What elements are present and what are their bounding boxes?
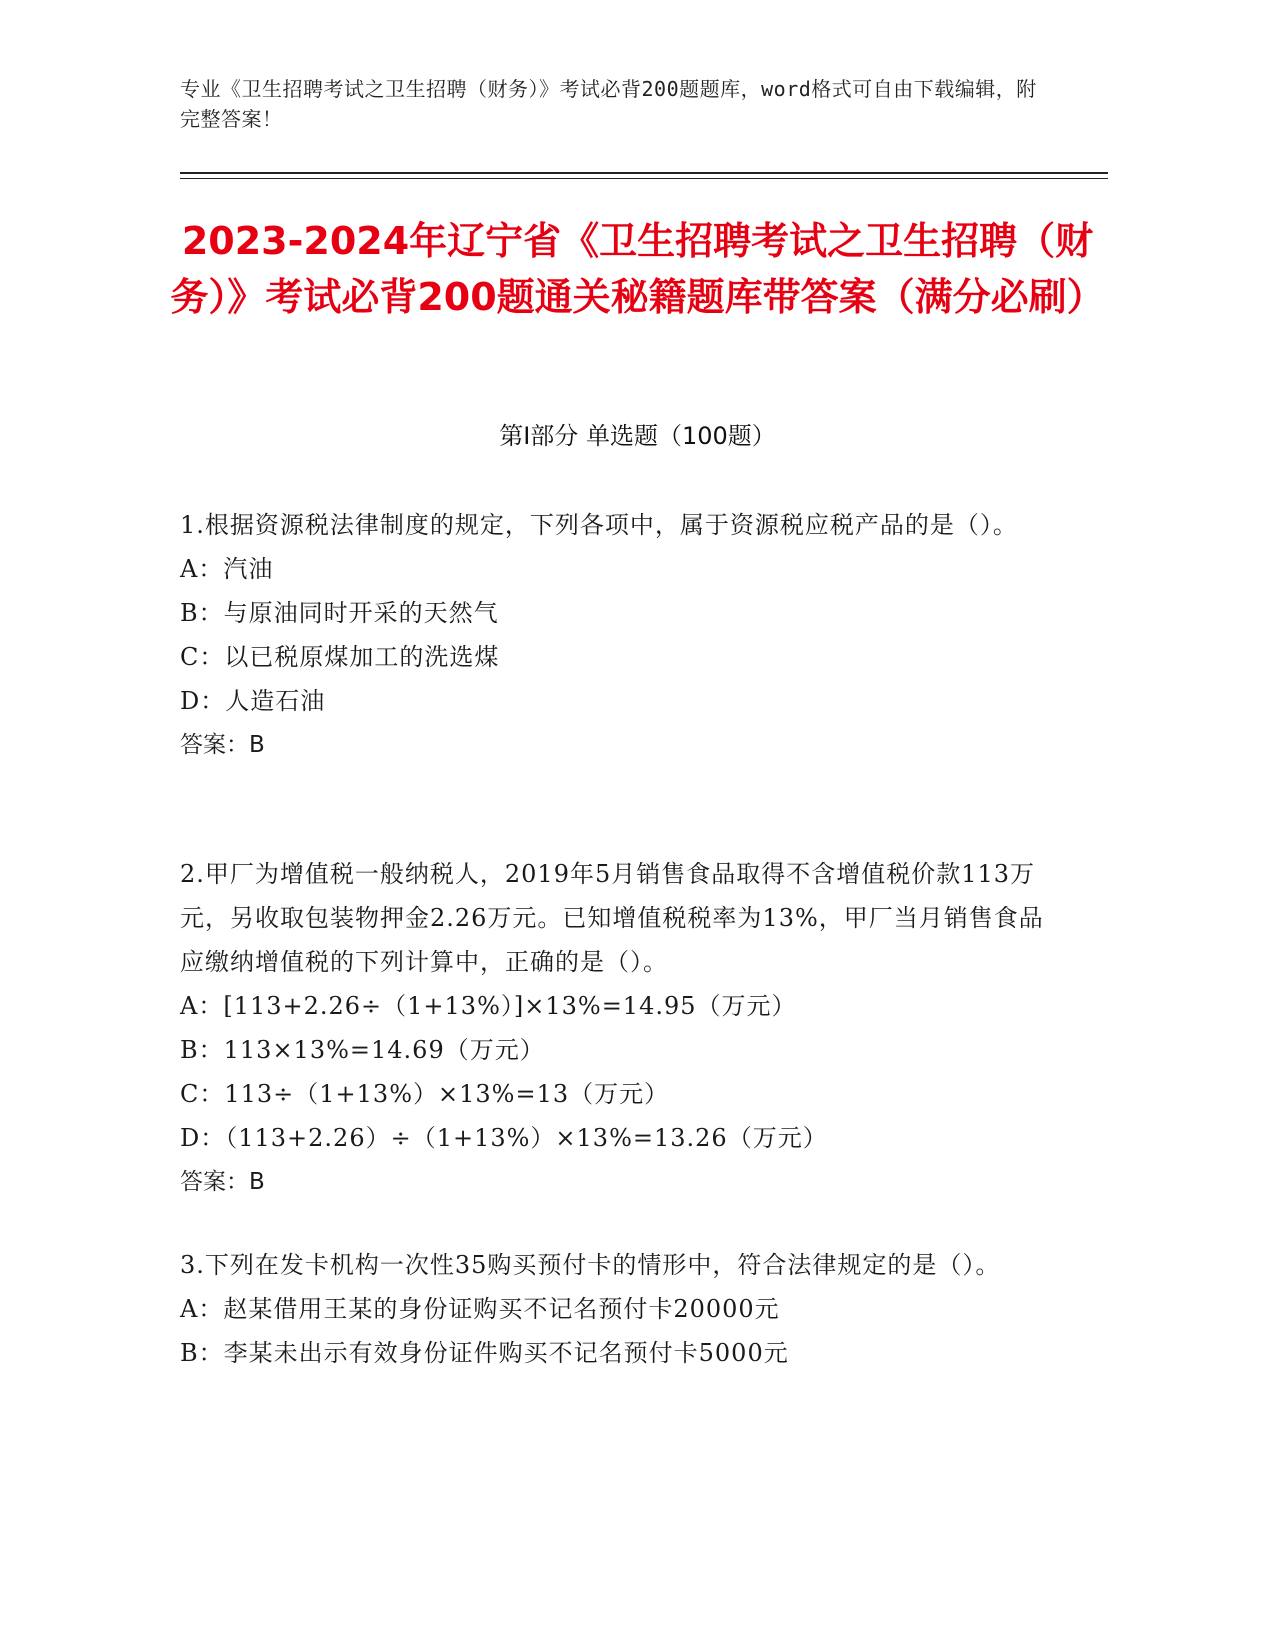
- option-d: D：（113+2.26）÷（1+13%）×13%=13.26（万元）: [180, 1124, 828, 1152]
- option-a: A：汽油: [180, 555, 274, 583]
- document-title: 2023-2024年辽宁省《卫生招聘考试之卫生招聘（财务）》考试必背200题通关秘籍题库带答案（满分必刷）: [170, 219, 1105, 319]
- option-b: B：李某未出示有效身份证件购买不记名预付卡5000元: [180, 1339, 789, 1367]
- question-1: [180, 503, 1050, 767]
- option-c: C：以已税原煤加工的洗选煤: [180, 643, 500, 671]
- section-title: 第Ⅰ部分 单选题（100题）: [499, 422, 776, 450]
- question-stem: 3.下列在发卡机构一次性35购买预付卡的情形中，符合法律规定的是（）。: [180, 1251, 1001, 1279]
- option-b: B：113×13%=14.69（万元）: [180, 1036, 545, 1064]
- header-divider: [180, 172, 1108, 174]
- option-c: C：113÷（1+13%）×13%=13（万元）: [180, 1080, 670, 1108]
- option-d: D：人造石油: [180, 687, 326, 715]
- header-divider-thin: [180, 178, 1108, 179]
- header-note: 专业《卫生招聘考试之卫生招聘（财务）》考试必背200题题库，word格式可自由下载编辑，附完整答案！: [180, 77, 1037, 131]
- question-stem: 2.甲厂为增值税一般纳税人，2019年5月销售食品取得不含增值税价款113万元，另收取包装物押金2.26万元。已知增值税税率为13%，甲厂当月销售食品应缴纳增值税的下列计算中，正确的是（）。: [180, 860, 1044, 976]
- answer: 答案：B: [180, 1169, 265, 1195]
- question-3: [180, 1243, 1050, 1375]
- option-a: A：赵某借用王某的身份证购买不记名预付卡20000元: [180, 1295, 780, 1323]
- option-b: B：与原油同时开采的天然气: [180, 599, 499, 627]
- option-a: A：[113+2.26÷（1+13%）]×13%=14.95（万元）: [180, 992, 797, 1020]
- question-stem: 1.根据资源税法律制度的规定，下列各项中，属于资源税应税产品的是（）。: [180, 511, 1018, 539]
- answer: 答案：B: [180, 732, 265, 758]
- question-2: [180, 852, 1050, 1204]
